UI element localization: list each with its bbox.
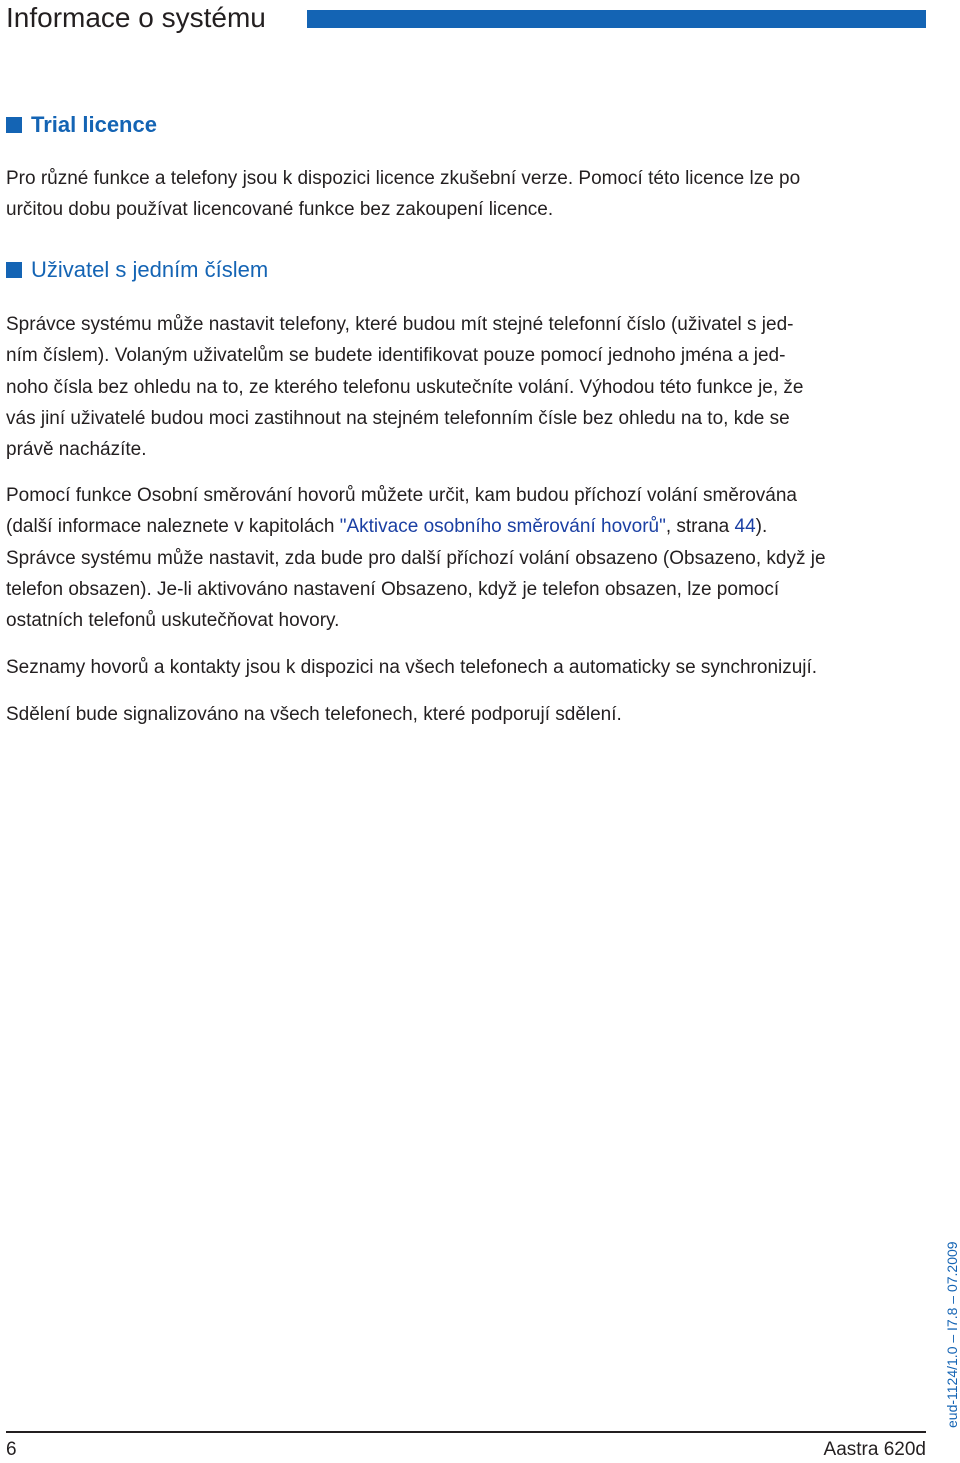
text-line: Pomocí funkce Osobní směrování hovorů můžete určit, kam budou příchozí volání směrována — [6, 485, 797, 506]
page-link[interactable]: 44 — [734, 516, 756, 538]
text-line: určitou dobu používat licencované funkce bez zakoupení licence. — [6, 199, 554, 221]
bullet-square-icon — [6, 117, 22, 133]
text-line: ostatních telefonů uskutečňovat hovory. — [6, 610, 340, 632]
paragraph-trial-licence — [6, 163, 926, 226]
text-line-with-link — [6, 511, 926, 542]
text-line: ním číslem). Volaným uživatelům se budete identifikovat pouze pomocí jednoho jména a jed- — [6, 345, 786, 367]
paragraph-call-lists-sync — [6, 652, 926, 683]
chapter-link[interactable]: "Aktivace osobního směrování hovorů" — [339, 516, 666, 538]
text-line: Sdělení bude signalizováno na všech telefonech, které podporují sdělení. — [6, 704, 622, 725]
header-accent-bar — [307, 10, 926, 28]
text-line: Pro různé funkce a telefony jsou k dispozici licence zkušební verze. Pomocí této licence lze po — [6, 168, 801, 189]
section-heading-text: Uživatel s jedním číslem — [31, 257, 269, 282]
text-line: telefon obsazen). Je-li aktivováno nastavení Obsazeno, když je telefon obsazen, lze pomocí — [6, 578, 780, 600]
paragraph-message-signal — [6, 699, 926, 730]
page-number: 6 — [6, 1439, 17, 1460]
text-line: právě nacházíte. — [6, 439, 147, 461]
text-line: vás jiní uživatelé budou moci zastihnout na stejném telefonním čísle bez ohledu na to, kde se — [6, 407, 790, 429]
text-line: Správce systému může nastavit, zda bude pro další příchozí volání obsazeno (Obsazeno, když je — [6, 547, 826, 569]
text-line: noho čísla bez ohledu na to, ze kterého telefonu uskutečníte volání. Výhodou této funkce je, že — [6, 376, 804, 398]
section-heading-trial-licence — [6, 112, 157, 138]
section-heading-text: Trial licence — [31, 112, 157, 137]
document-reference — [941, 1238, 960, 1428]
section-heading-single-number-user — [6, 257, 268, 283]
footer-divider — [6, 1431, 926, 1433]
bullet-square-icon — [6, 262, 22, 278]
product-model: Aastra 620d — [823, 1439, 926, 1460]
paragraph-call-routing — [6, 480, 926, 636]
document-reference-text: eud-1124/1.0 – I7.8 – 07.2009 — [944, 1241, 960, 1428]
page-title: Informace o systému — [6, 2, 266, 33]
paragraph-single-number-intro — [6, 309, 926, 465]
page-header — [6, 0, 926, 40]
text-fragment: ). — [755, 516, 768, 538]
text-line: Seznamy hovorů a kontakty jsou k dispozici na všech telefonech a automaticky se synchronizují. — [6, 657, 818, 678]
text-fragment: , strana — [665, 516, 735, 538]
text-line: Správce systému může nastavit telefony, které budou mít stejné telefonní číslo (uživatel s jed- — [6, 314, 794, 335]
text-fragment: (další informace naleznete v kapitolách — [6, 516, 340, 538]
